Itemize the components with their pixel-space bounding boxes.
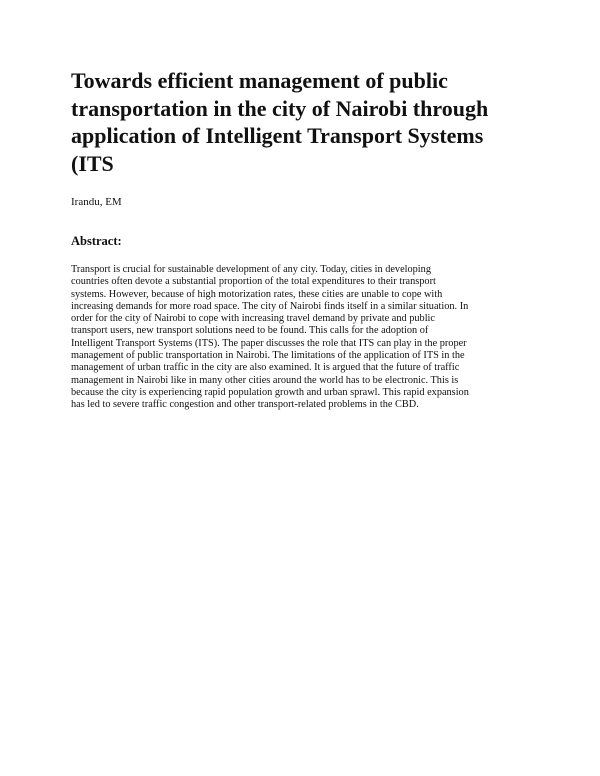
abstract-heading: Abstract: [71, 234, 122, 248]
title-line: application of Intelligent Transport Systems [71, 123, 484, 148]
abstract-line: because the city is experiencing rapid population growth and urban sprawl. This rapid expansion [71, 386, 469, 398]
abstract-line: management in Nairobi like in many other cities around the world has to be electronic. This is [71, 374, 459, 386]
abstract-line: has led to severe traffic congestion and other transport-related problems in the CBD. [71, 399, 419, 411]
abstract-line: order for the city of Nairobi to cope with increasing travel demand by private and public [71, 313, 435, 325]
title-line: Towards efficient management of public [71, 68, 448, 93]
abstract-line: transport users, new transport solutions need to be found. This calls for the adoption of [71, 325, 429, 337]
abstract-body [71, 264, 531, 412]
abstract-line: Intelligent Transport Systems (ITS). The paper discusses the role that ITS can play in the proper [71, 337, 467, 349]
abstract-line: increasing demands for more road space. The city of Nairobi finds itself in a similar situation. In [71, 300, 469, 312]
abstract-line: systems. However, because of high motorization rates, these cities are unable to cope with [71, 288, 443, 300]
paper-title [71, 67, 541, 177]
title-line: (ITS [71, 150, 114, 176]
abstract-line: management of urban traffic in the city are also examined. It is argued that the future of traffic [71, 362, 460, 374]
abstract-line: management of public transportation in Nairobi. The limitations of the application of ITS in the [71, 350, 465, 362]
abstract-line: Transport is crucial for sustainable development of any city. Today, cities in developing [71, 264, 431, 275]
title-line: transportation in the city of Nairobi through [71, 95, 489, 121]
author-line: Irandu, EM [71, 196, 122, 208]
abstract-line: countries often devote a substantial proportion of the total expenditures to their transport [71, 276, 436, 288]
